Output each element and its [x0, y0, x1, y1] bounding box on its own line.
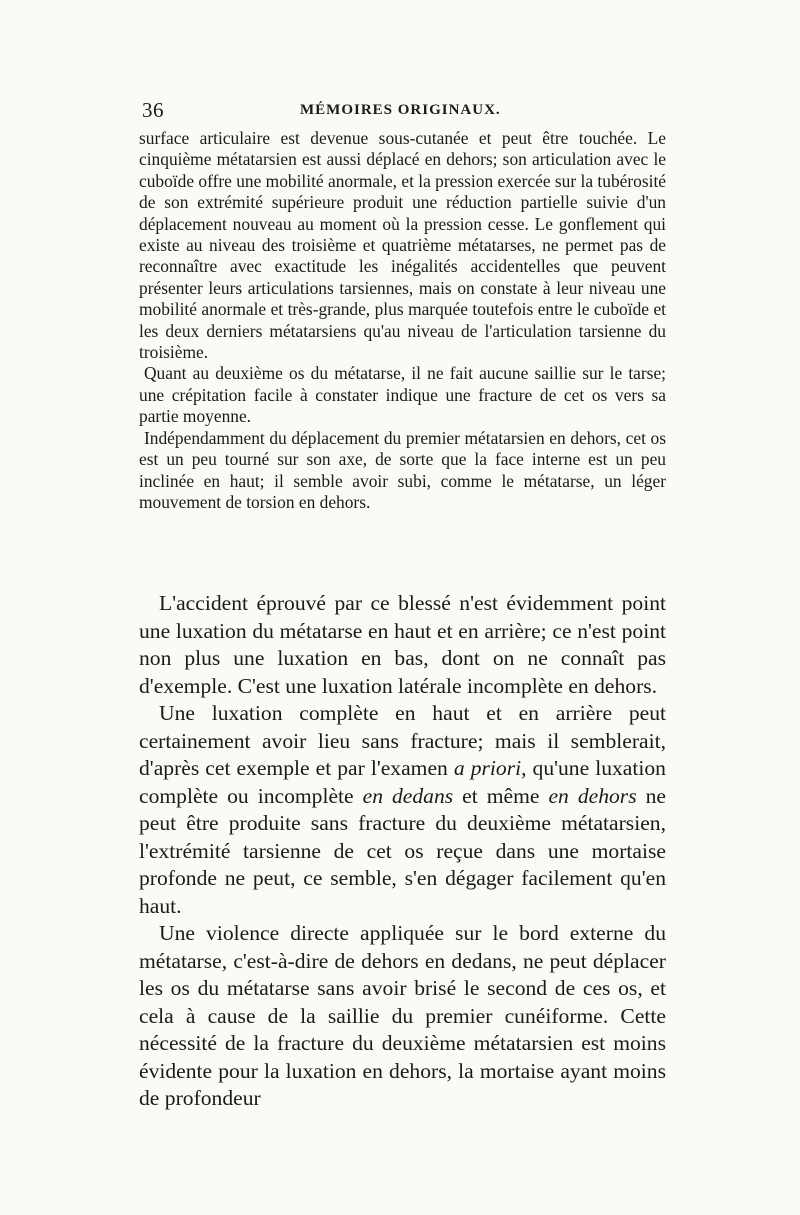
- italic-en-dedans: en dedans: [362, 783, 454, 808]
- italic-a-priori: a priori: [453, 756, 522, 780]
- text-segment: Une luxation complète en haut et en arrière peut certainement avoir lieu sans fracture; mais il semblerait, d'après cet exemple et par l'examen: [139, 701, 666, 780]
- page-number: 36: [142, 98, 164, 122]
- text-segment: , qu'une luxation complète ou incomplète: [139, 756, 666, 808]
- running-head: MÉMOIRES ORIGINAUX.: [300, 102, 501, 118]
- paragraph-independamment: Indépendamment du déplacement du premier métatarsien en dehors, cet os est un peu tourné sur son axe, de sorte que la face interne est un peu inclinée en haut; il semble avoir subi, comme le métatarse, un léger mouvement de torsion en dehors.: [139, 427, 666, 512]
- paragraph-accident: L'accident éprouvé par ce blessé n'est évidemment point une luxation du métatarse en haut et en arrière; ce n'est point non plus une luxation en bas, dont on ne connaît pas d'exemple. C'est une luxation latérale incomplète en dehors.: [139, 591, 666, 698]
- text-segment: ne peut être produite sans fracture du deuxième métatarsien, l'extrémité tarsienne de cet os reçue dans une mortaise profonde ne peut, ce semble, s'en dégager facilement qu'en haut.: [139, 783, 666, 918]
- page-header: [140, 98, 665, 124]
- paragraph-deuxieme-os: Quant au deuxième os du métatarse, il ne fait aucune saillie sur le tarse; une crépitation facile à constater indique une fracture de cet os vers sa partie moyenne.: [139, 363, 666, 427]
- text-segment: et même: [453, 783, 549, 808]
- italic-en-dehors: en dehors: [548, 783, 637, 808]
- case-description-block: [139, 128, 666, 513]
- commentary-block: [139, 590, 666, 1113]
- paragraph-violence-directe: Une violence directe appliquée sur le bord externe du métatarse, c'est-à-dire de dehors en dedans, ne peut déplacer les os du métatarse sans avoir brisé le second de ces os, et cela à cause de la saillie du premier cunéiforme. Cette nécessité de la fracture du deuxième métatarsien est moins évidente pour la luxation en dehors, la mortaise ayant moins de profondeur: [139, 921, 666, 1110]
- paragraph-surface-articulaire: surface articulaire est devenue sous-cutanée et peut être touchée. Le cinquième métatarsien est aussi déplacé en dehors; son articulation avec le cuboïde offre une mobilité anormale, et la pression exercée sur la tubérosité de son extrémité supérieure produit une réduction partielle suivie d'un déplacement nouveau au moment où la pression cesse. Le gonflement qui existe au niveau des troisième et quatrième métatarses, ne permet pas de reconnaître avec exactitude les inégalités accidentelles que peuvent présenter leurs articulations tarsiennes, mais on constate à leur niveau une mobilité anormale et très-grande, plus marquée toutefois entre le cuboïde et les deux derniers métatarsiens qu'au niveau de l'articulation tarsienne du troisième.: [139, 128, 666, 363]
- paragraph-luxation-complete: [139, 700, 666, 920]
